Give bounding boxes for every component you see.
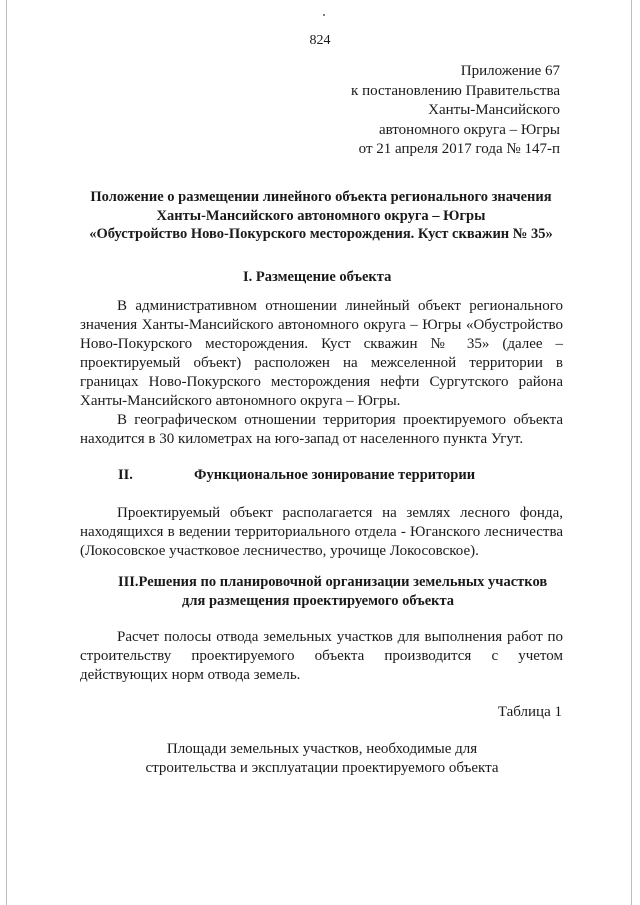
scan-speck bbox=[323, 14, 325, 16]
section-2-heading: Функциональное зонирование территории bbox=[194, 467, 476, 483]
appendix-block bbox=[351, 62, 560, 160]
section-3-heading: для размещения проектируемого объекта bbox=[182, 593, 455, 609]
text-line: Проектируемый объект располагается на землях лесного фонда, bbox=[117, 505, 563, 521]
scan-edge-right bbox=[631, 0, 632, 905]
document-title bbox=[80, 188, 562, 244]
text-line: (Локосовское участковое лесничество, урочище Локосовское). bbox=[80, 543, 479, 559]
title-line: Ханты-Мансийского автономного округа – Югры bbox=[156, 207, 486, 224]
text-line: находящихся в ведении территориального отдела - Юганского лесничества bbox=[80, 524, 563, 540]
section-1-heading: I. Размещение объекта bbox=[243, 269, 392, 285]
text-line: Ново-Покурского месторождения. Куст скважин № 35» (далее – bbox=[80, 336, 563, 352]
page-number: 824 bbox=[309, 33, 331, 48]
text-line: строительству проектируемого объекта производится с учетом bbox=[80, 648, 563, 664]
appendix-line: Ханты-Мансийского bbox=[428, 102, 560, 118]
section-1-paragraph-2 bbox=[80, 411, 563, 449]
appendix-line: автономного округа – Югры bbox=[378, 121, 560, 138]
text-line: Расчет полосы отвода земельных участков для выполнения работ по bbox=[117, 629, 563, 645]
scan-edge-left bbox=[6, 0, 7, 905]
section-1-paragraph-1 bbox=[80, 297, 563, 411]
section-3-heading: III.Решения по планировочной организации земельных участков bbox=[118, 574, 548, 590]
title-line: Положение о размещении линейного объекта регионального значения bbox=[90, 189, 552, 205]
text-line: В административном отношении линейный объект регионального bbox=[117, 298, 563, 314]
table-caption bbox=[80, 740, 564, 778]
appendix-line: от 21 апреля 2017 года № 147-п bbox=[358, 141, 560, 157]
section-3-paragraph-1 bbox=[80, 628, 563, 685]
text-line: проектируемый объект) расположен на межселенной территории в bbox=[80, 355, 563, 371]
text-line: находится в 30 километрах на юго-запад от населенного пункта Угут. bbox=[80, 431, 524, 447]
text-line: В географическом отношении территория проектируемого объекта bbox=[117, 412, 563, 428]
text-line: границах Ново-Покурского месторождения нефти Сургутского района bbox=[80, 374, 563, 390]
text-line: значения Ханты-Мансийского автономного округа – Югры «Обустройство bbox=[80, 317, 563, 333]
section-2-paragraph-1 bbox=[80, 504, 563, 561]
title-line: «Обустройство Ново-Покурского месторождения. Куст скважин № 35» bbox=[89, 226, 553, 242]
appendix-line: Приложение 67 bbox=[460, 63, 560, 79]
appendix-line: к постановлению Правительства bbox=[351, 82, 560, 99]
caption-line: Площади земельных участков, необходимые для bbox=[166, 741, 478, 757]
text-line: Ханты-Мансийского автономного округа – Югры. bbox=[80, 393, 401, 409]
text-line: действующих норм отвода земель. bbox=[80, 667, 301, 683]
caption-line: строительства и эксплуатации проектируемого объекта bbox=[145, 760, 499, 776]
section-2-number: II. bbox=[118, 467, 133, 483]
table-label: Таблица 1 bbox=[497, 704, 562, 720]
